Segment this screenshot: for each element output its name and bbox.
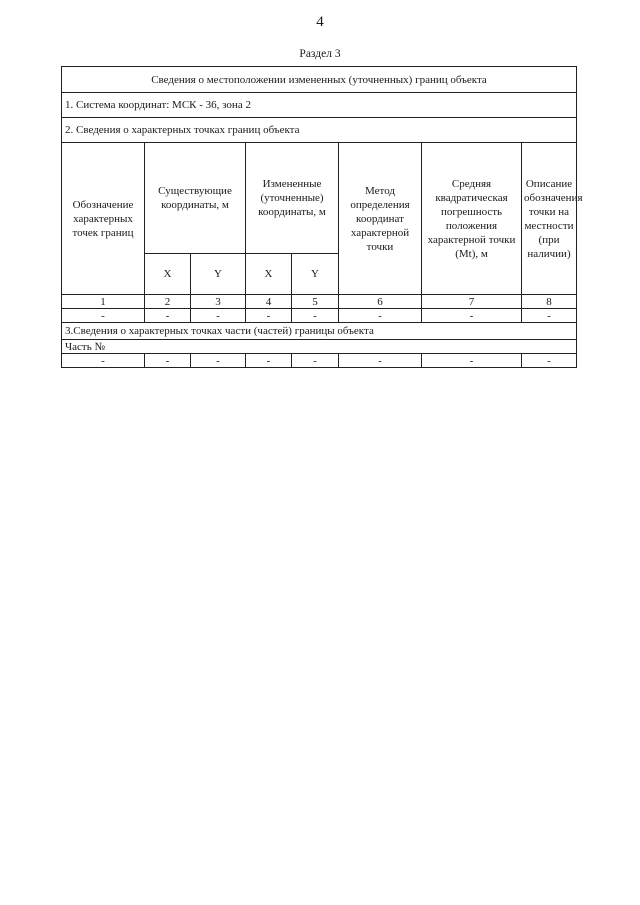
column-number: 3 bbox=[191, 295, 246, 309]
table-cell: - bbox=[292, 309, 339, 323]
header-changed-coordinates: Измененные (уточненные) координаты, м bbox=[246, 143, 339, 254]
column-number: 8 bbox=[522, 295, 577, 309]
table-cell: - bbox=[522, 354, 577, 368]
table-cell: - bbox=[339, 354, 422, 368]
header-existing-x: X bbox=[145, 254, 191, 295]
header-designation: Обозначение характерных точек границ bbox=[62, 143, 145, 295]
column-number-row bbox=[62, 295, 577, 309]
table-row bbox=[62, 309, 577, 323]
column-number: 5 bbox=[292, 295, 339, 309]
table-cell: - bbox=[145, 309, 191, 323]
table-cell: - bbox=[62, 354, 145, 368]
coordinate-system-row: 1. Система координат: МСК - 36, зона 2 bbox=[62, 93, 577, 118]
table-cell: - bbox=[62, 309, 145, 323]
section-label: Раздел 3 bbox=[299, 48, 341, 60]
column-number: 1 bbox=[62, 295, 145, 309]
header-existing-coordinates: Существующие координаты, м bbox=[145, 143, 246, 254]
table-title: Сведения о местоположении измененных (уточненных) границ объекта bbox=[62, 67, 577, 93]
table-cell: - bbox=[522, 309, 577, 323]
table-cell: - bbox=[246, 354, 292, 368]
table-cell: - bbox=[145, 354, 191, 368]
header-changed-x: X bbox=[246, 254, 292, 295]
column-number: 2 bbox=[145, 295, 191, 309]
part-number-row: Часть № bbox=[62, 340, 577, 354]
boundary-table bbox=[61, 66, 583, 368]
header-mean-error: Средняя квадратическая погрешность положения характерной точки (Mt), м bbox=[422, 143, 522, 295]
points-info-row: 2. Сведения о характерных точках границ объекта bbox=[62, 118, 577, 143]
table-cell: - bbox=[191, 354, 246, 368]
table-row bbox=[62, 354, 577, 368]
part-points-row: 3.Сведения о характерных точках части (частей) границы объекта bbox=[62, 323, 577, 340]
table-cell: - bbox=[339, 309, 422, 323]
column-number: 6 bbox=[339, 295, 422, 309]
header-description: Описание обозначения точки на местности (при наличии) bbox=[522, 143, 577, 295]
header-method: Метод определения координат характерной точки bbox=[339, 143, 422, 295]
table-cell: - bbox=[422, 354, 522, 368]
table-cell: - bbox=[246, 309, 292, 323]
page-number: 4 bbox=[316, 14, 324, 30]
table-cell: - bbox=[422, 309, 522, 323]
table-cell: - bbox=[292, 354, 339, 368]
header-changed-y: Y bbox=[292, 254, 339, 295]
column-number: 4 bbox=[246, 295, 292, 309]
column-number: 7 bbox=[422, 295, 522, 309]
header-existing-y: Y bbox=[191, 254, 246, 295]
table-cell: - bbox=[191, 309, 246, 323]
